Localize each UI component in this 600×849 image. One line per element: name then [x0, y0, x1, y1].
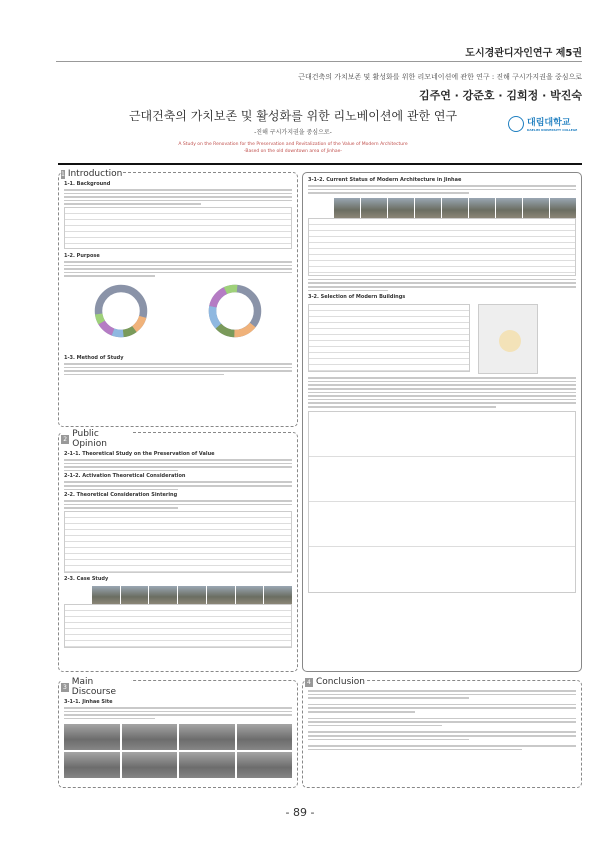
paragraph	[64, 459, 292, 471]
paragraph	[64, 189, 292, 205]
subheading: 1-1. Background	[64, 181, 111, 187]
poster-title: 근대건축의 가치보존 및 활성화를 위한 리노베이션에 관한 연구	[128, 109, 458, 123]
introduction-box	[58, 169, 298, 427]
paragraph	[64, 481, 292, 490]
paragraph	[308, 185, 576, 194]
table	[308, 218, 576, 276]
logo-name: 대림대학교	[527, 118, 571, 128]
main-discourse-box	[58, 677, 298, 788]
poster-subtitle: -진해 구시가지권을 중심으로-	[254, 129, 332, 136]
donut-chart	[205, 281, 265, 341]
conclusion-box	[302, 677, 582, 788]
public-opinion-box	[58, 429, 298, 672]
selection-figures	[308, 304, 576, 374]
paragraph	[308, 377, 576, 407]
subheading: 3-2. Selection of Modern Buildings	[308, 294, 406, 301]
paragraph	[64, 707, 292, 719]
section-number: 4	[305, 678, 313, 687]
authors: 김주연 · 강준호 · 김희정 · 박진숙	[418, 89, 582, 102]
section-title: Conclusion	[315, 677, 365, 687]
section-number: 1	[61, 170, 65, 178]
title-rule	[58, 163, 582, 165]
divider	[56, 61, 582, 62]
section-number: 3	[62, 683, 67, 691]
case-photos	[64, 586, 292, 604]
logo-sub: DAELIM UNIVERSITY COLLEGE	[527, 128, 578, 132]
paragraph	[64, 261, 292, 277]
building-photos	[308, 198, 576, 218]
donut-charts	[64, 281, 292, 341]
paper-title: 근대건축의 가치보존 및 활성화를 위한 리모네이션에 관한 연구 : 진해 구시가지권을 중심으로	[298, 73, 582, 81]
english-title-line: A Study on the Renovation for the Preservation and Revitalization of the Value of Modern Architecture	[178, 142, 408, 147]
subheading: 3-1-1. Jinhae Site	[64, 699, 113, 705]
site-photos	[64, 724, 292, 778]
english-subtitle: -Based on the old downtown area of Jinhae-	[243, 149, 343, 154]
section-title: Introduction	[67, 169, 123, 179]
subheading: 2-1-1. Theoretical Study on the Preservation of Value	[64, 451, 215, 457]
section-heading	[61, 429, 131, 449]
english-title	[58, 141, 528, 155]
subheading: 2-1-2. Activation Theoretical Consideration	[64, 473, 186, 480]
section-title: Public Opinion	[72, 429, 107, 449]
floor-plan-table	[308, 411, 576, 593]
subheading: 2-3. Case Study	[64, 575, 109, 582]
logo-emblem-icon	[508, 116, 524, 132]
donut-chart	[91, 281, 151, 341]
site-map	[478, 304, 538, 374]
paragraph	[64, 363, 292, 375]
subheading: 2-2. Theoretical Consideration Sintering	[64, 492, 178, 499]
subheading: 3-1-2. Current Status of Modern Architecture in Jinhae	[308, 177, 462, 183]
table	[64, 511, 292, 573]
section-heading	[61, 169, 121, 179]
university-logo	[508, 115, 577, 132]
section-heading	[305, 677, 365, 687]
table	[64, 604, 292, 648]
paragraph	[308, 279, 576, 291]
paragraph	[64, 500, 292, 509]
subheading: 1-3. Method of Study	[64, 354, 124, 361]
section-title: Main Discourse	[71, 677, 116, 697]
journal-name: 도시경관디자인연구 제5권	[465, 48, 582, 59]
page-number: - 89 -	[285, 806, 315, 819]
conclusion-text	[303, 687, 581, 753]
current-status-box	[302, 172, 582, 672]
section-heading	[61, 677, 131, 697]
table	[64, 207, 292, 249]
section-number: 2	[61, 435, 69, 444]
table	[308, 304, 470, 372]
subheading: 1-2. Purpose	[64, 252, 100, 259]
